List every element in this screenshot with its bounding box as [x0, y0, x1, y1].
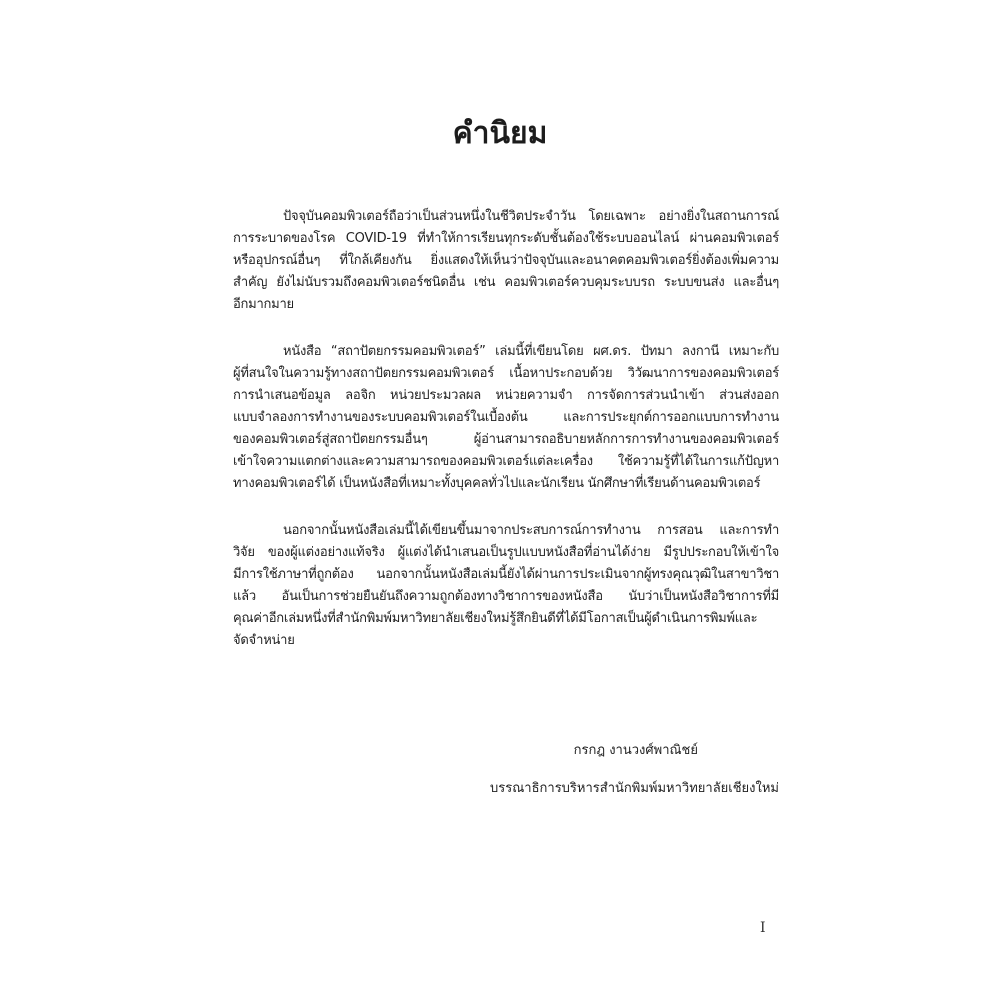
paragraph-line: ของคอมพิวเตอร์สู่สถาปัตยกรรมอื่นๆ ผู้อ่านสามารถอธิบายหลักการการทำงานของคอมพิวเตอร์: [233, 432, 779, 447]
paragraph-line: นอกจากนั้นหนังสือเล่มนี้ได้เขียนขึ้นมาจากประสบการณ์การทำงาน การสอน และการทำ: [283, 523, 779, 538]
paragraph-line: อีกมากมาย: [233, 297, 294, 312]
paragraph-line: สำคัญ ยังไม่นับรวมถึงคอมพิวเตอร์ชนิดอื่น เช่น คอมพิวเตอร์ควบคุมระบบรถ ระบบขนส่ง และอื่นๆ: [233, 275, 779, 290]
paragraph-line: ผู้ที่สนใจในความรู้ทางสถาปัตยกรรมคอมพิวเตอร์ เนื้อหาประกอบด้วย วิวัฒนาการของคอมพิวเตอร์: [233, 366, 779, 381]
paragraph-line: เข้าใจความแตกต่างและความสามารถของคอมพิวเตอร์แต่ละเครื่อง ใช้ความรู้ที่ได้ในการแก้ปัญหา: [233, 454, 779, 469]
paragraph-line: ทางคอมพิวเตอร์ได้ เป็นหนังสือที่เหมาะทั้งบุคคลทั่วไปและนักเรียน นักศึกษาที่เรียนด้านคอมพิวเตอร์: [233, 476, 761, 491]
paragraph-line: ปัจจุบันคอมพิวเตอร์ถือว่าเป็นส่วนหนึ่งในชีวิตประจำวัน โดยเฉพาะ อย่างยิ่งในสถานการณ์: [283, 209, 779, 224]
paragraph-line: แล้ว อันเป็นการช่วยยืนยันถึงความถูกต้องทางวิชาการของหนังสือ นับว่าเป็นหนังสือวิชาการที่มี: [233, 589, 779, 604]
paragraph-line: การนำเสนอข้อมูล ลอจิก หน่วยประมวลผล หน่วยความจำ การจัดการส่วนนำเข้า ส่วนส่งออก: [233, 388, 779, 403]
paragraph-line: มีการใช้ภาษาที่ถูกต้อง นอกจากนั้นหนังสือเล่มนี้ยังได้ผ่านการประเมินจากผู้ทรงคุณวุฒิในสาขาวิชา: [233, 567, 779, 582]
paragraph-line: หรืออุปกรณ์อื่นๆ ที่ใกล้เคียงกัน ยิ่งแสดงให้เห็นว่าปัจจุบันและอนาคตคอมพิวเตอร์ยิ่งต้องเพิ่มความ: [233, 253, 779, 268]
page-title: คำนิยม: [452, 116, 548, 151]
paragraph-line: หนังสือ “สถาปัตยกรรมคอมพิวเตอร์” เล่มนี้ที่เขียนโดย ผศ.ดร. ปัทมา ลงกานี เหมาะกับ: [283, 344, 779, 359]
paragraph-line: จัดจำหน่าย: [233, 633, 295, 648]
signature-name: กรกฎ งานวงศ์พาณิชย์: [573, 743, 698, 758]
paragraph-1: [233, 206, 779, 316]
paragraph-line: วิจัย ของผู้แต่งอย่างแท้จริง ผู้แต่งได้นำเสนอเป็นรูปแบบหนังสือที่อ่านได้ง่าย มีรูปประกอบให้เข้าใจ: [233, 545, 779, 560]
paragraph-line: แบบจำลองการทำงานของระบบคอมพิวเตอร์ในเบื้องต้น และการประยุกต์การออกแบบการทำงาน: [233, 410, 779, 425]
signature-role: บรรณาธิการบริหารสำนักพิมพ์มหาวิทยาลัยเชียงใหม่: [490, 781, 779, 796]
paragraph-3: [233, 520, 779, 652]
paragraph-2: [233, 341, 779, 495]
paragraph-line: คุณค่าอีกเล่มหนึ่งที่สำนักพิมพ์มหาวิทยาลัยเชียงใหม่รู้สึกยินดีที่ได้มีโอกาสเป็นผู้ดำเนินการพิมพ์และ: [233, 611, 758, 626]
paragraph-line: การระบาดของโรค COVID-19 ที่ทำให้การเรียนทุกระดับชั้นต้องใช้ระบบออนไลน์ ผ่านคอมพิวเตอร์: [233, 231, 779, 246]
page-number: I: [760, 920, 766, 936]
